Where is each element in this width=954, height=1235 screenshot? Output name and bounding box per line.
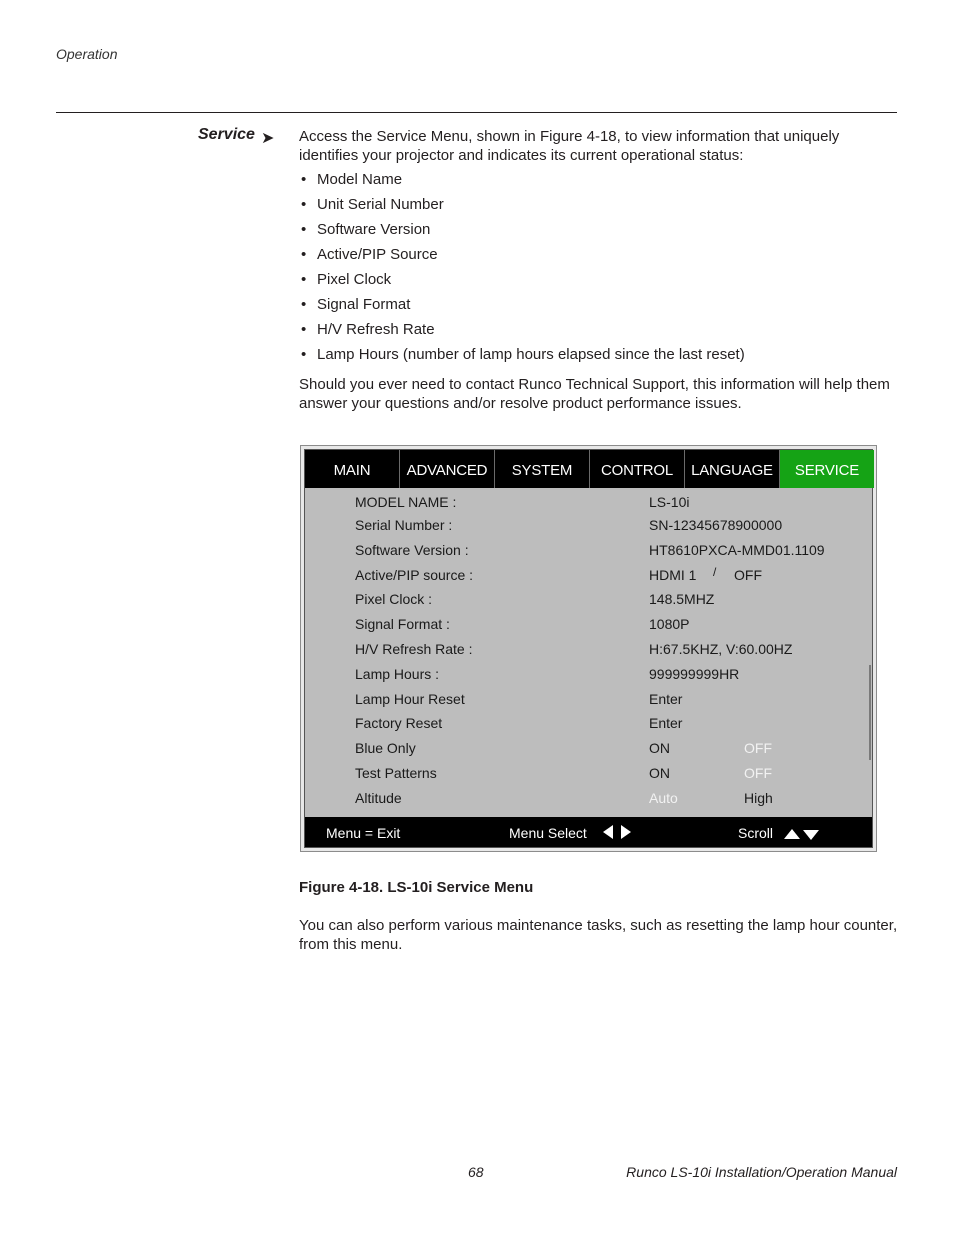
- osd-panel: [304, 449, 873, 848]
- blue-only-on-option[interactable]: ON: [649, 740, 670, 756]
- menu-select-hint: Menu Select: [509, 825, 587, 841]
- osd-scrollbar[interactable]: [869, 665, 871, 760]
- osd-row-label: Active/PIP source :: [355, 567, 474, 583]
- tab-language[interactable]: LANGUAGE: [685, 450, 780, 488]
- osd-row-value: HT8610PXCA-MMD01.1109: [649, 542, 825, 558]
- osd-row-value: 1080P: [649, 616, 690, 632]
- list-item: • Software Version: [299, 220, 899, 245]
- down-arrow-icon: [803, 826, 819, 842]
- service-menu-figure: [300, 445, 877, 852]
- osd-row-test-patterns[interactable]: [305, 761, 872, 785]
- list-item: • Pixel Clock: [299, 270, 899, 295]
- altitude-auto-option[interactable]: Auto: [649, 790, 678, 806]
- left-arrow-icon: [603, 823, 613, 839]
- osd-row-label: Test Patterns: [355, 765, 437, 781]
- osd-row-value: LS-10i: [649, 494, 690, 510]
- osd-row-label: Lamp Hours :: [355, 666, 440, 682]
- list-item: • Lamp Hours (number of lamp hours elapsed since the last reset): [299, 345, 899, 370]
- osd-tab-bar: [305, 450, 872, 488]
- osd-row-lamp-hours: [305, 662, 872, 686]
- tab-main[interactable]: MAIN: [305, 450, 400, 488]
- page-number: 68: [468, 1164, 484, 1180]
- osd-row-label: Altitude: [355, 790, 402, 806]
- running-header: Operation: [56, 46, 118, 62]
- osd-row-value: H:67.5KHZ, V:60.00HZ: [649, 641, 793, 657]
- scroll-hint: Scroll: [738, 825, 774, 841]
- osd-row-label: H/V Refresh Rate :: [355, 641, 473, 657]
- osd-row-value-pip: OFF: [734, 567, 762, 583]
- osd-row-active-pip-source: [305, 563, 872, 587]
- factory-reset-enter[interactable]: Enter: [649, 715, 683, 731]
- osd-row-software-version: [305, 538, 872, 562]
- osd-row-signal-format: [305, 612, 872, 636]
- altitude-high-option[interactable]: High: [744, 790, 773, 806]
- support-paragraph: Should you ever need to contact Runco Technical Support, this information will help them answer your questions and/or resolve product performance issues.: [299, 376, 890, 412]
- arrow-icon: ➤: [261, 130, 275, 147]
- intro-paragraph: Access the Service Menu, shown in Figure 4-18, to view information that uniquely identifies your projector and indicates its current operational status:: [299, 128, 840, 164]
- side-heading: Service: [198, 126, 255, 143]
- test-patterns-on-option[interactable]: ON: [649, 765, 670, 781]
- osd-row-label: MODEL NAME :: [355, 494, 457, 510]
- osd-row-value: SN-12345678900000: [649, 517, 783, 533]
- osd-row-model-name: [305, 490, 872, 514]
- menu-exit-hint: Menu = Exit: [326, 825, 401, 841]
- tab-service[interactable]: SERVICE: [780, 450, 874, 488]
- osd-row-lamp-hour-reset[interactable]: [305, 687, 872, 711]
- header-rule: [56, 112, 897, 113]
- tab-system[interactable]: SYSTEM: [495, 450, 590, 488]
- list-item: • Signal Format: [299, 295, 899, 320]
- osd-row-pixel-clock: [305, 587, 872, 611]
- list-item: • Unit Serial Number: [299, 195, 899, 220]
- status-list: [299, 170, 899, 370]
- test-patterns-off-option[interactable]: OFF: [744, 765, 772, 781]
- osd-row-label: Pixel Clock :: [355, 591, 433, 607]
- osd-row-label: Signal Format :: [355, 616, 450, 632]
- osd-row-label: Serial Number :: [355, 517, 453, 533]
- osd-row-value: HDMI 1: [649, 567, 697, 583]
- list-item: • Active/PIP Source: [299, 245, 899, 270]
- up-arrow-icon: [784, 825, 800, 841]
- lamp-hour-reset-enter[interactable]: Enter: [649, 691, 683, 707]
- footer-title: Runco LS-10i Installation/Operation Manual: [626, 1164, 897, 1180]
- osd-row-altitude[interactable]: [305, 786, 872, 810]
- osd-row-label: Factory Reset: [355, 715, 443, 731]
- list-item: • Model Name: [299, 170, 899, 195]
- osd-row-label: Lamp Hour Reset: [355, 691, 465, 707]
- osd-row-serial-number: [305, 513, 872, 537]
- osd-row-separator: /: [713, 565, 717, 579]
- osd-row-factory-reset[interactable]: [305, 711, 872, 735]
- tab-advanced[interactable]: ADVANCED: [400, 450, 495, 488]
- tab-control[interactable]: CONTROL: [590, 450, 685, 488]
- right-arrow-icon: [621, 823, 631, 839]
- list-item: • H/V Refresh Rate: [299, 320, 899, 345]
- figure-caption: Figure 4-18. LS-10i Service Menu: [299, 879, 534, 896]
- osd-row-refresh-rate: [305, 637, 872, 661]
- blue-only-off-option[interactable]: OFF: [744, 740, 772, 756]
- osd-row-value: 999999999HR: [649, 666, 740, 682]
- osd-row-label: Software Version :: [355, 542, 469, 558]
- osd-footer: [305, 817, 872, 847]
- osd-row-blue-only[interactable]: [305, 736, 872, 760]
- osd-row-value: 148.5MHZ: [649, 591, 715, 607]
- osd-row-label: Blue Only: [355, 740, 416, 756]
- maintenance-paragraph: You can also perform various maintenance tasks, such as resetting the lamp hour counter, from this menu.: [299, 917, 898, 953]
